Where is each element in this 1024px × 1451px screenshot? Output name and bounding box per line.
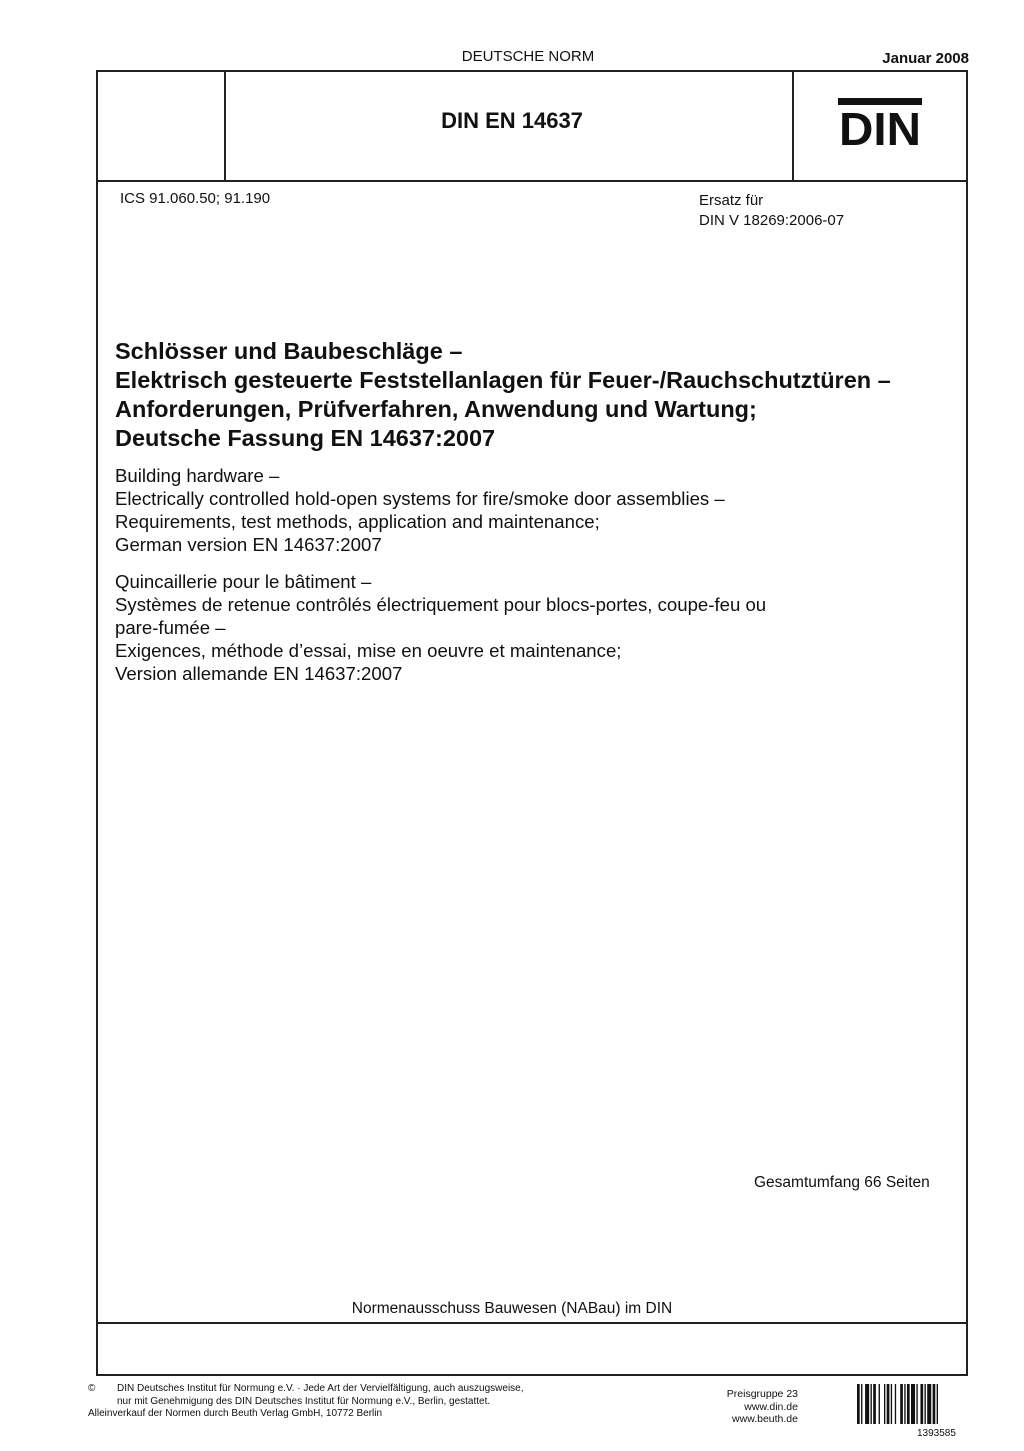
din-logo [838, 98, 924, 150]
copyright-notice [60, 1383, 524, 1421]
title-german [115, 337, 891, 453]
barcode-bar [933, 1384, 936, 1424]
page-count: Gesamtumfang 66 Seiten [754, 1174, 930, 1191]
ics-code: ICS 91.060.50; 91.190 [120, 190, 271, 207]
barcode-number: 1393585 [917, 1428, 956, 1439]
replaces-value: DIN V 18269:2006-07 [699, 212, 845, 229]
title-german-line: Deutsche Fassung EN 14637:2007 [115, 425, 496, 451]
barcode-bar [884, 1384, 885, 1424]
barcode-bar [911, 1384, 915, 1424]
barcode-bar [865, 1384, 869, 1424]
din-logo-text: DIN [839, 103, 921, 150]
barcode-bar [895, 1384, 896, 1424]
barcode-bar [904, 1384, 905, 1424]
barcode-bar [879, 1384, 880, 1424]
committee-name: Normenausschuss Bauwesen (NABau) im DIN [351, 1300, 673, 1317]
document-number: DIN EN 14637 [441, 108, 583, 133]
replaces-block [699, 191, 844, 231]
barcode-bar [887, 1384, 890, 1424]
title-english-line: German version EN 14637:2007 [115, 534, 382, 555]
barcode [857, 1384, 967, 1424]
header-divider [96, 180, 968, 182]
barcode-bar [937, 1384, 938, 1424]
title-german-line: Elektrisch gesteuerte Feststellanlagen für Feuer-/Rauchschutztüren – [115, 367, 891, 393]
committee-divider [96, 1322, 968, 1324]
title-english [115, 464, 725, 556]
barcode-bar [861, 1384, 862, 1424]
title-french-line: Version allemande EN 14637:2007 [115, 663, 403, 684]
series-label: DEUTSCHE NORM [461, 48, 595, 65]
barcode-bar [857, 1384, 860, 1424]
barcode-bar [927, 1384, 931, 1424]
barcode-bar [920, 1384, 923, 1424]
title-english-line: Requirements, test methods, application and maintenance; [115, 511, 600, 532]
title-french-line: Exigences, méthode d’essai, mise en oeuvre et maintenance; [115, 640, 622, 661]
price-group: Preisgruppe 23 [726, 1388, 798, 1400]
title-french-line: Systèmes de retenue contrôlés électriquement pour blocs-portes, coupe-feu ou [115, 594, 767, 615]
title-french-line: pare-fumée – [115, 617, 226, 638]
issue-date: Januar 2008 [882, 50, 969, 67]
title-german-line: Schlösser und Baubeschläge – [115, 338, 463, 364]
price-info [700, 1388, 798, 1426]
barcode-bar [873, 1384, 876, 1424]
title-french [115, 570, 766, 685]
copyright-line: Alleinverkauf der Normen durch Beuth Verlag GmbH, 10772 Berlin [88, 1408, 383, 1419]
barcode-bar [891, 1384, 892, 1424]
barcode-bar [900, 1384, 903, 1424]
barcode-bar [871, 1384, 872, 1424]
copyright-line: nur mit Genehmigung des DIN Deutsches Institut für Normung e.V., Berlin, gestattet. [117, 1395, 491, 1407]
link-beuth[interactable]: www.beuth.de [732, 1413, 798, 1425]
copyright-line: DIN Deutsches Institut für Normung e.V. · Jede Art der Vervielfältigung, auch auszugsweise, [117, 1383, 524, 1394]
link-din[interactable]: www.din.de [744, 1400, 798, 1413]
title-german-line: Anforderungen, Prüfverfahren, Anwendung und Wartung; [115, 396, 757, 422]
replaces-label: Ersatz für [699, 192, 764, 209]
barcode-bar [907, 1384, 910, 1424]
title-english-line: Building hardware – [115, 465, 280, 486]
barcode-bar [925, 1384, 926, 1424]
barcode-bar [916, 1384, 917, 1424]
title-english-line: Electrically controlled hold-open systems for fire/smoke door assemblies – [115, 488, 725, 509]
title-french-line: Quincaillerie pour le bâtiment – [115, 571, 372, 592]
copyright-symbol: © [88, 1383, 96, 1394]
